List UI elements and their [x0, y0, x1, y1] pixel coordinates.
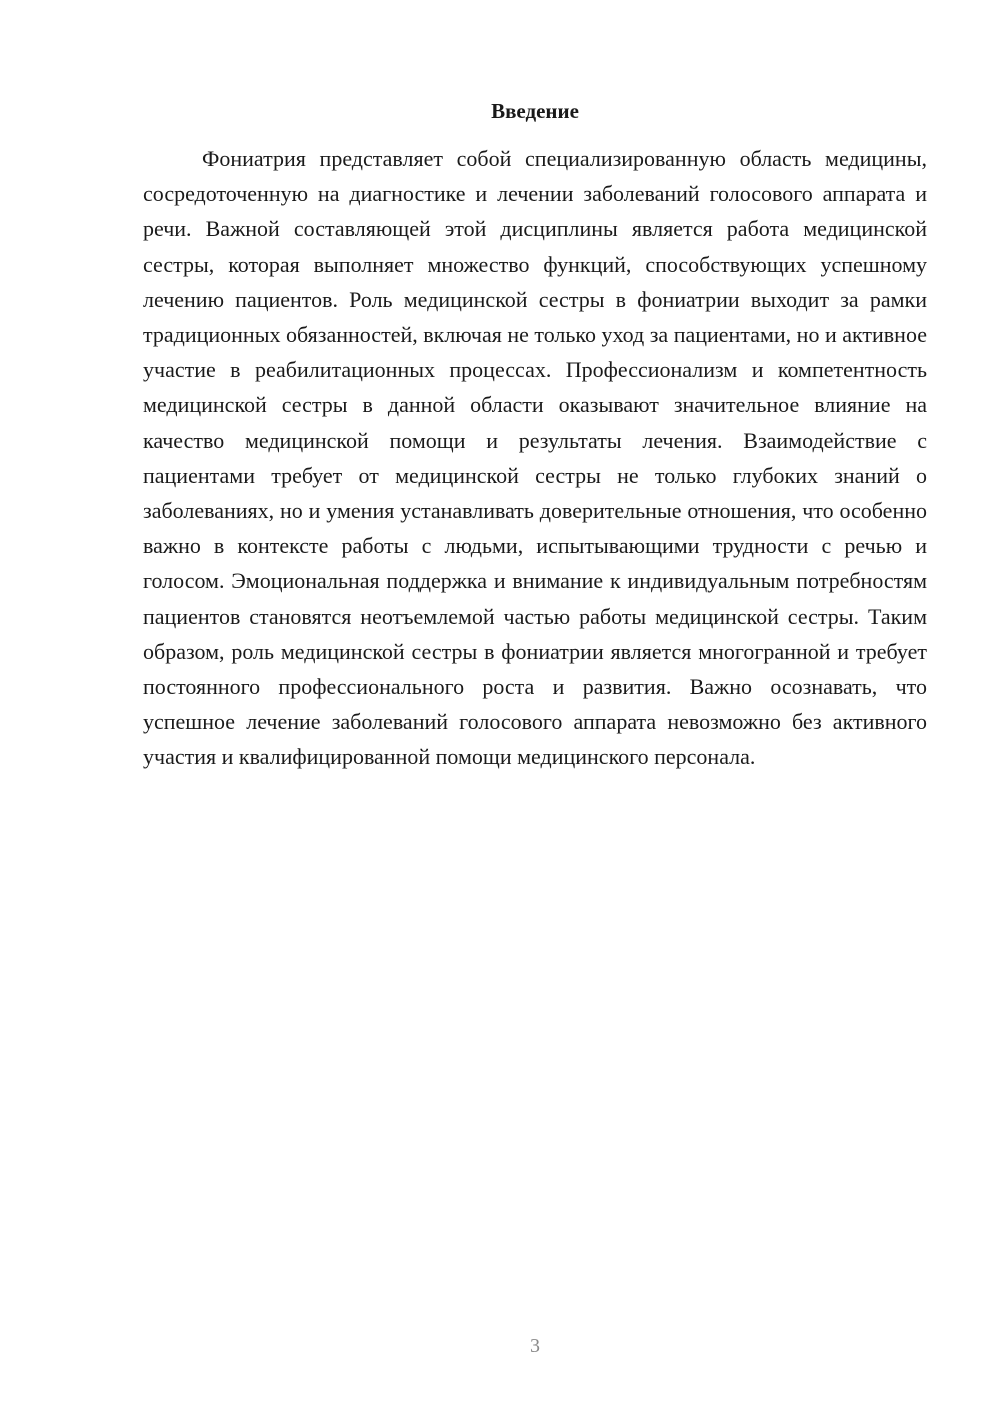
section-heading: Введение — [491, 99, 579, 123]
body-paragraph: Фониатрия представляет собой специализированную область медицины, сосредоточенную на диагностике и лечении заболеваний голосового аппарата и речи. Важной составляющей этой дисциплины является работа медицинской сестры, которая выполняет множество функций, способствующих успешному лечению пациентов. Роль медицинской сестры в фониатрии выходит за рамки традиционных обязанностей, включая не только уход за пациентами, но и активное участие в реабилитационных процессах. Профессионализм и компетентность медицинской сестры в данной области оказывают значительное влияние на качество медицинской помощи и результаты лечения. Взаимодействие с пациентами требует от медицинской сестры не только глубоких знаний о заболеваниях, но и умения устанавливать доверительные отношения, что особенно важно в контексте работы с людьми, испытывающими трудности с речью и голосом. Эмоциональная поддержка и внимание к индивидуальным потребностям пациентов становятся неотъемлемой частью работы медицинской сестры. Таким образом, роль медицинской сестры в фониатрии является многогранной и требует постоянного профессионального роста и развития. Важно осознавать, что успешное лечение заболеваний голосового аппарата невозможно без активного участия и квалифицированной помощи медицинского персонала. — [143, 146, 927, 770]
page-number: 3 — [530, 1335, 540, 1357]
